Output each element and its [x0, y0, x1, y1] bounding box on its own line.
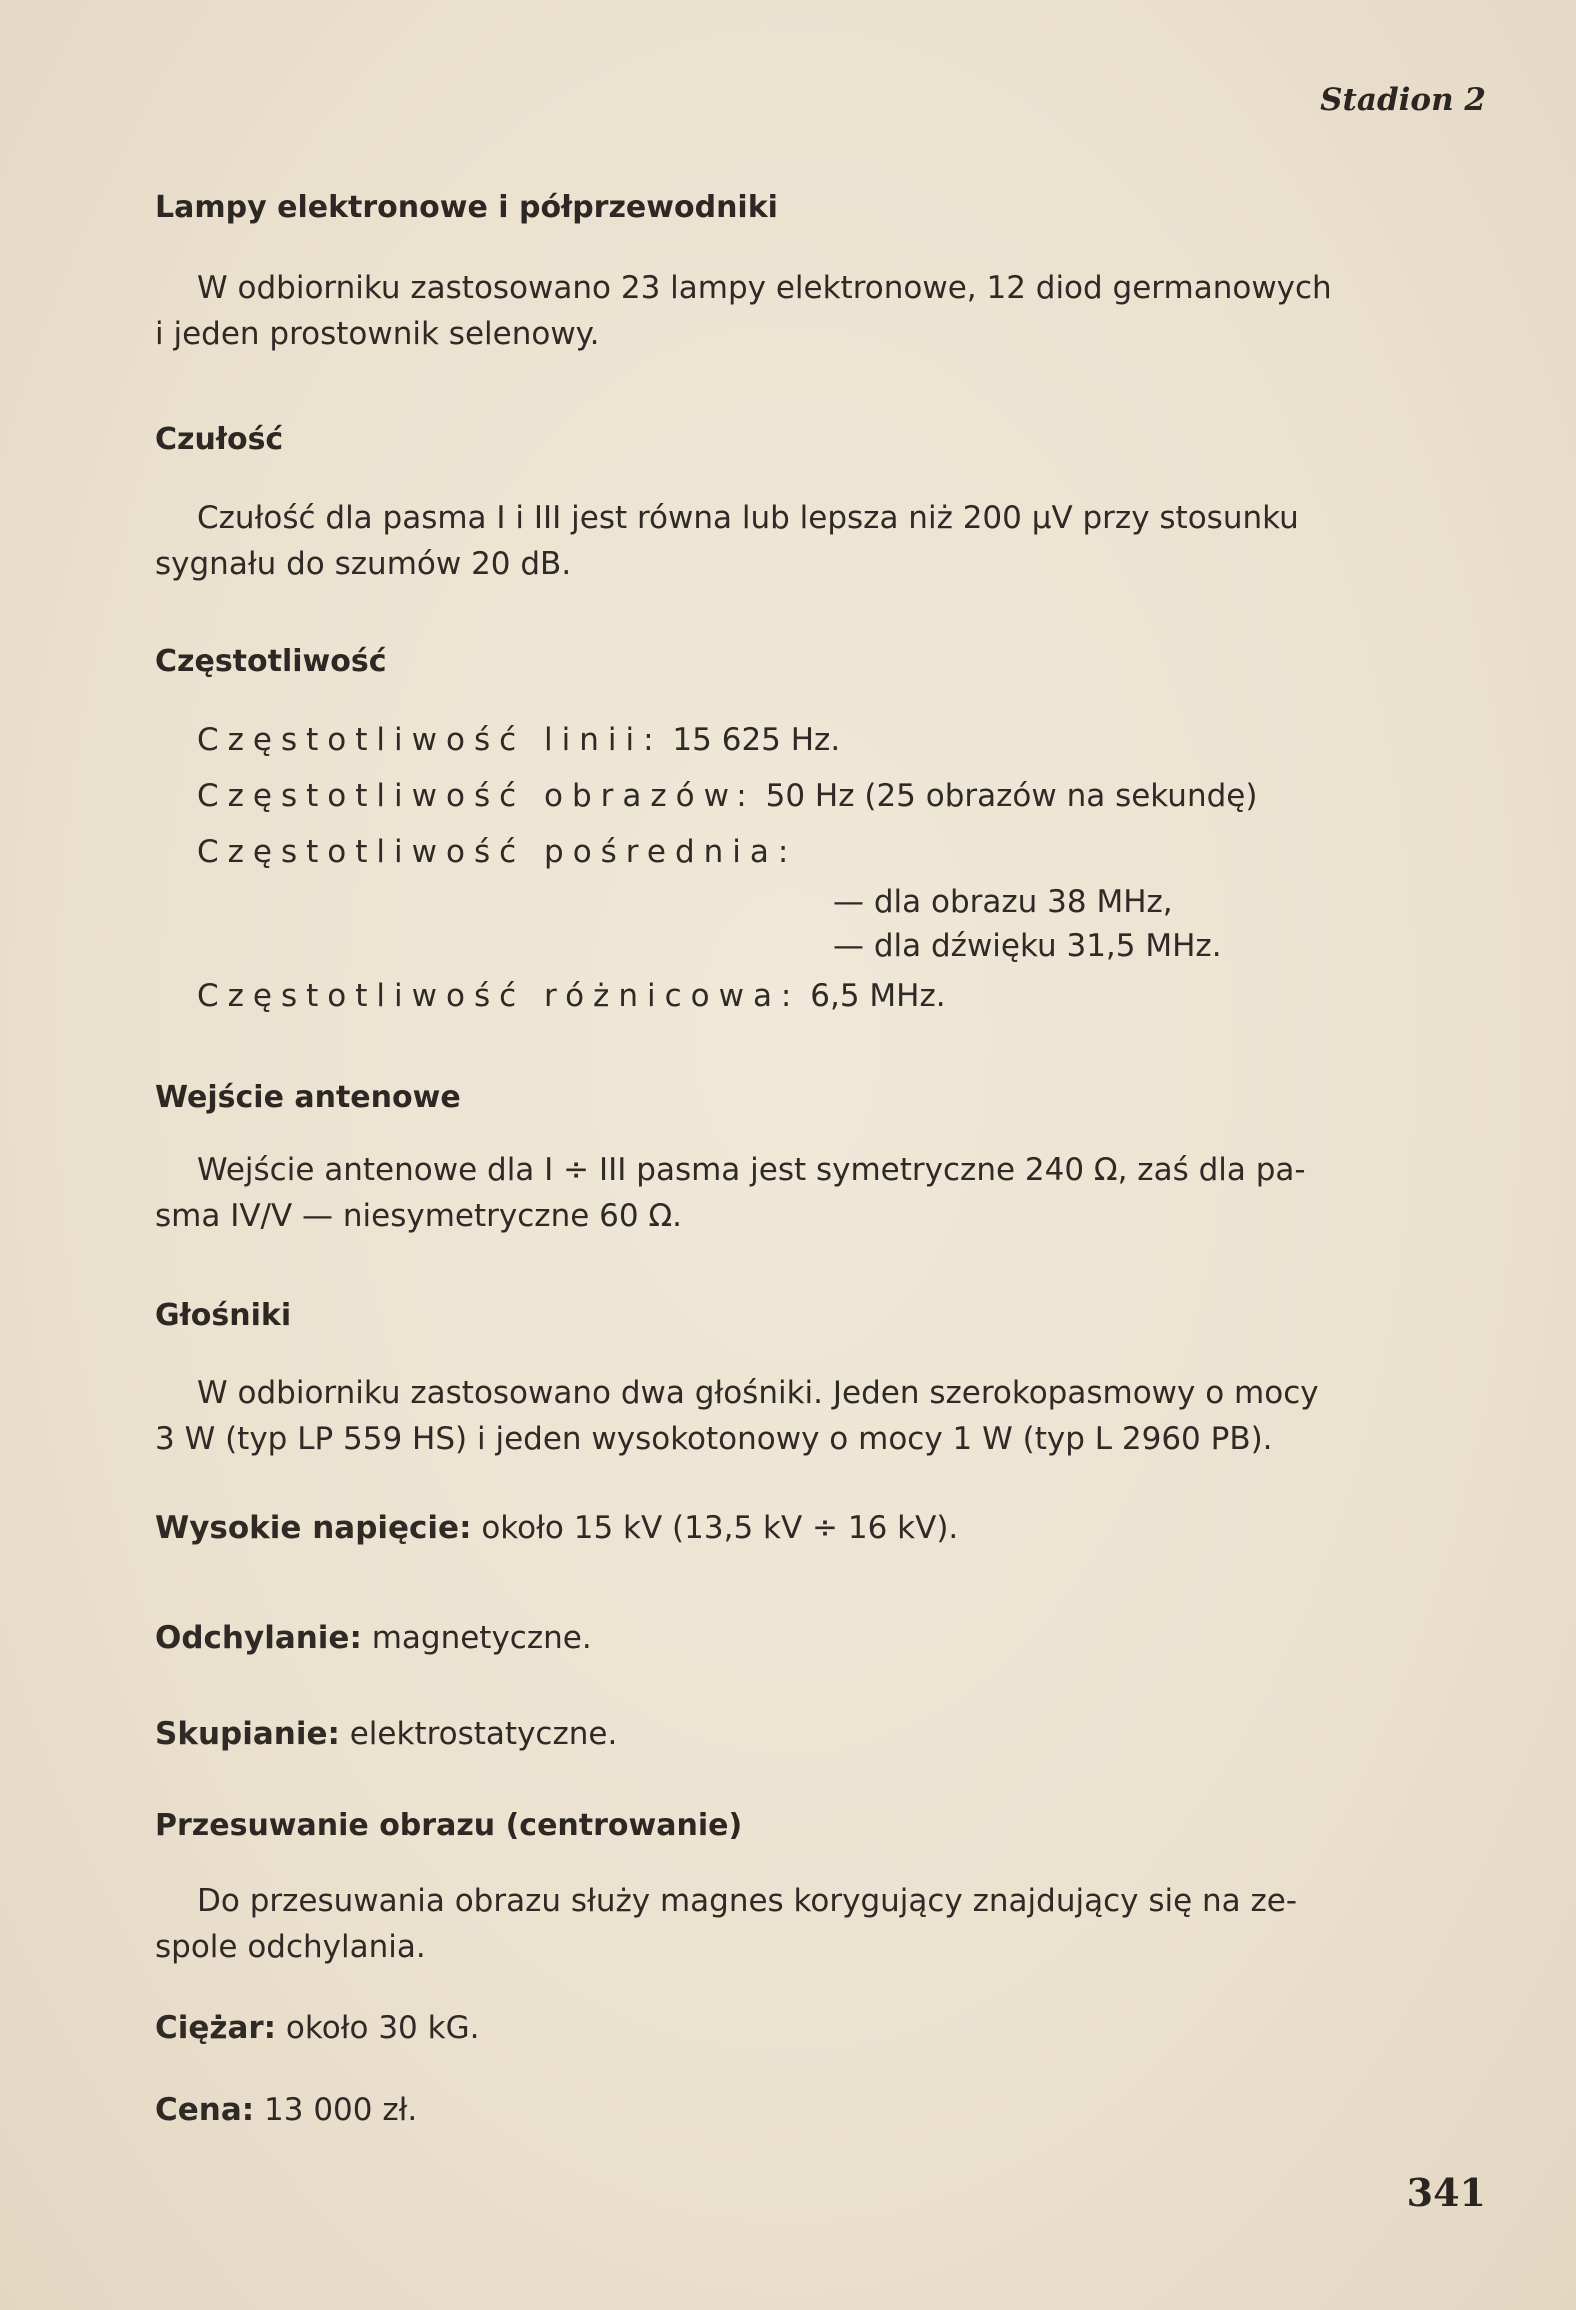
spec-row-ciezar: Ciężar: około 30 kG. [155, 2010, 480, 2046]
paragraph-line: Czułość dla pasma I i III jest równa lub lepsza niż 200 µV przy stosunku [197, 500, 1299, 536]
spec-row-wysokie: Wysokie napięcie: około 15 kV (13,5 kV ÷ 16 kV). [155, 1510, 959, 1546]
paragraph-line: sygnału do szumów 20 dB. [155, 546, 572, 582]
paragraph-line: Do przesuwania obrazu służy magnes korygujący znajdujący się na ze- [197, 1883, 1298, 1919]
section-lampy-body [155, 265, 1485, 357]
paragraph-line: W odbiorniku zastosowano dwa głośniki. Jeden szerokopasmowy o mocy [197, 1375, 1319, 1411]
freq-row: Częstotliwość pośrednia: [197, 834, 798, 870]
paragraph-line: spole odchylania. [155, 1929, 426, 1965]
paragraph-line: sma IV/V — niesymetryczne 60 Ω. [155, 1198, 682, 1234]
running-head: Stadion 2 [1320, 82, 1486, 118]
section-wejscie-body [155, 1147, 1485, 1239]
section-heading: Głośniki [155, 1298, 292, 1333]
section-czestotliwosc-body [155, 712, 1485, 1024]
paragraph-line: 3 W (typ LP 559 HS) i jeden wysokotonowy o mocy 1 W (typ L 2960 PB). [155, 1421, 1273, 1457]
freq-row: Częstotliwość linii: 15 625 Hz. [197, 722, 841, 758]
section-heading: Przesuwanie obrazu (centrowanie) [155, 1808, 743, 1843]
section-heading: Czułość [155, 422, 284, 457]
section-glosniki-body [155, 1370, 1485, 1462]
page-number: 341 [1406, 2170, 1486, 2215]
spec-row-odchylanie: Odchylanie: magnetyczne. [155, 1620, 592, 1656]
section-czulosc-body [155, 495, 1485, 587]
freq-row: Częstotliwość różnicowa: 6,5 MHz. [197, 978, 946, 1014]
section-lampy [155, 190, 778, 225]
paragraph-line: Wejście antenowe dla I ÷ III pasma jest symetryczne 240 Ω, zaś dla pa- [197, 1152, 1306, 1188]
spec-row-skupianie: Skupianie: elektrostatyczne. [155, 1716, 618, 1752]
section-przesuwanie-body [155, 1878, 1485, 1970]
section-heading: Wejście antenowe [155, 1080, 461, 1115]
paragraph-line: i jeden prostownik selenowy. [155, 316, 600, 352]
freq-subrow: — dla obrazu 38 MHz, [833, 884, 1173, 920]
paragraph-line: W odbiorniku zastosowano 23 lampy elektronowe, 12 diod germanowych [197, 270, 1332, 306]
freq-subrow: — dla dźwięku 31,5 MHz. [833, 928, 1222, 964]
section-heading: Częstotliwość [155, 644, 387, 679]
freq-row: Częstotliwość obrazów: 50 Hz (25 obrazów na sekundę) [197, 778, 1258, 814]
spec-row-cena: Cena: 13 000 zł. [155, 2092, 418, 2128]
section-heading: Lampy elektronowe i półprzewodniki [155, 190, 778, 225]
